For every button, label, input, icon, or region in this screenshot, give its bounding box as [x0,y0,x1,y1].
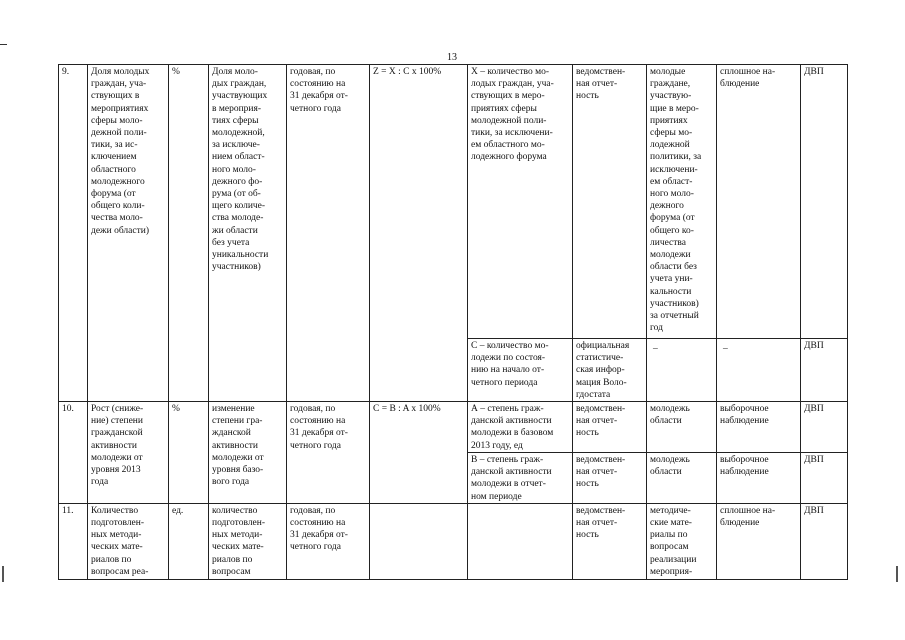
data-source: официальная статистиче- ская инфор- мация Воло- гдостата [573,339,647,402]
definition: количество подготовлен- ных методи- ческих мате- риалов по вопросам [209,503,287,579]
formula [370,503,468,579]
collection-method: выборочное наблюдение [717,402,801,453]
formula: C = B : A x 100% [370,402,468,504]
collection-method: сплошное на- блюдение [717,65,801,339]
row-number: 10. [59,402,88,504]
page-number: 13 [447,52,457,63]
row-number: 11. [59,503,88,579]
table-row [59,65,848,339]
data-source: ведомствен- ная отчет- ность [573,402,647,453]
indicators-table [58,64,848,580]
collection-method: сплошное на- блюдение [717,503,801,579]
responsible: ДВП [801,65,848,339]
responsible: ДВП [801,453,848,504]
collection-method: _ [717,339,801,402]
indicator-name: Количество подготовлен- ных методи- ческих мате- риалов по вопросам реа- [88,503,169,579]
base-indicator [468,503,573,579]
periodicity: годовая, по состоянию на 31 декабря от- четного года [287,402,370,504]
indicator-name: Рост (сниже- ние) степени гражданской активности молодежи от уровня 2013 года [88,402,169,504]
data-source: ведомствен- ная отчет- ность [573,503,647,579]
base-indicator: X – количество мо- лодых граждан, уча- ствующих в меро- приятиях сферы молодежной поли- тики, за исключени- ем областного мо- лодежного форума [468,65,573,339]
periodicity: годовая, по состоянию на 31 декабря от- четного года [287,503,370,579]
observation-object: молодые граждане, участвую- щие в меро- приятиях сферы мо- лодежной политики, за исключени- ем област- ного моло- дежного форума (от общего ко- личества молодежи области без учета уни- кальности участников) за отчетный год [647,65,717,339]
definition: изменение степени гра- жданской активности молодежи от уровня базо- вого года [209,402,287,504]
base-indicator: С – количество мо- лодежи по состоя- нию на начало от- четного периода [468,339,573,402]
responsible: ДВП [801,402,848,453]
responsible: ДВП [801,503,848,579]
observation-object: молодежь области [647,402,717,453]
observation-object: _ [647,339,717,402]
data-source: ведомствен- ная отчет- ность [573,453,647,504]
responsible: ДВП [801,339,848,402]
margin-mark [896,566,898,582]
indicator-name: Доля молодых граждан, уча- ствующих в мероприятиях сферы моло- дежной поли- тики, за ис- ключением областного молодежного форума (от общего коли- чества моло- дежи области) [88,65,169,402]
formula: Z = X : C x 100% [370,65,468,402]
collection-method: выборочное наблюдение [717,453,801,504]
row-number: 9. [59,65,88,402]
base-indicator: А – степень граж- данской активности молодежи в базовом 2013 году, ед [468,402,573,453]
observation-object: молодежь области [647,453,717,504]
unit: % [169,65,209,402]
periodicity: годовая, по состоянию на 31 декабря от- четного года [287,65,370,402]
unit: % [169,402,209,504]
margin-mark [0,44,7,45]
unit: ед. [169,503,209,579]
data-source: ведомствен- ная отчет- ность [573,65,647,339]
table-row [59,503,848,579]
margin-mark [2,566,4,582]
observation-object: методиче- ские мате- риалы по вопросам реализации мероприя- [647,503,717,579]
definition: Доля моло- дых граждан, участвующих в мероприя- тиях сферы молодежной, за исключе- нием област- ного моло- дежного фо- рума (от об- щего количе- ства молоде- жи области без учета уникальности участников) [209,65,287,402]
table-row [59,402,848,453]
base-indicator: В – степень граж- данской активности молодежи в отчет- ном периоде [468,453,573,504]
